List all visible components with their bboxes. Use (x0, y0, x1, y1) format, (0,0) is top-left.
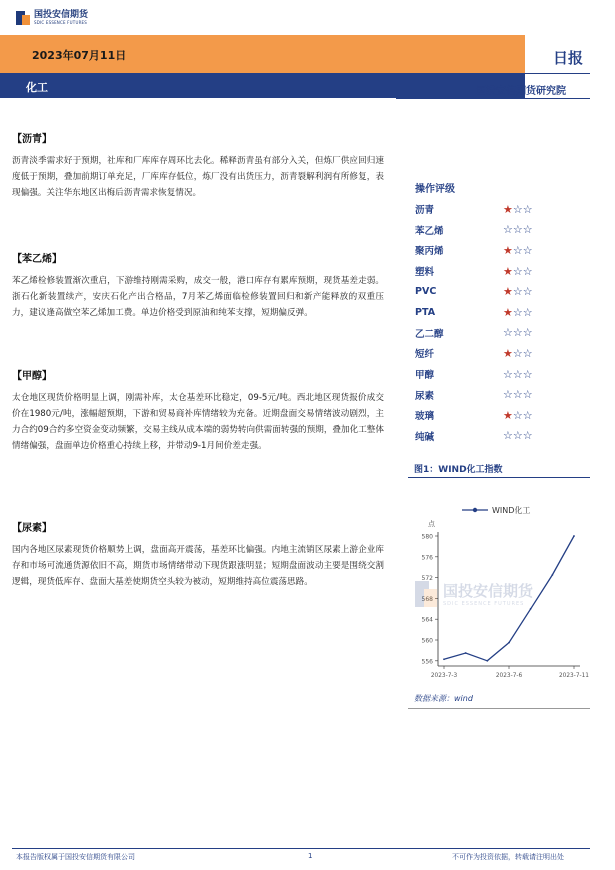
data-point (508, 642, 510, 644)
rating-stars (503, 224, 533, 235)
rating-panel (415, 180, 590, 446)
star-empty-icon: ☆ (522, 202, 533, 216)
star-empty-icon: ☆ (512, 264, 523, 278)
section-title: 【甲醇】 (12, 371, 52, 382)
rating-row (415, 343, 590, 364)
star-empty-icon: ☆ (522, 408, 533, 422)
rating-stars (503, 389, 533, 400)
rating-list (415, 199, 590, 446)
rating-row (415, 405, 590, 426)
star-empty-icon: ☆ (522, 346, 533, 360)
header-underline (396, 98, 590, 99)
rating-product-name: 乙二醇 (415, 328, 444, 340)
section-title: 【沥青】 (12, 134, 52, 145)
star-filled-icon: ★ (503, 346, 513, 360)
rating-stars (503, 410, 533, 421)
section-methanol (12, 367, 384, 454)
star-empty-icon: ☆ (512, 429, 523, 443)
header-divider (460, 73, 590, 74)
star-empty-icon: ☆ (503, 388, 513, 402)
rating-stars (503, 266, 533, 277)
rating-row (415, 323, 590, 344)
line-chart (408, 488, 590, 688)
rating-product-name: 聚丙烯 (415, 246, 444, 258)
star-empty-icon: ☆ (512, 223, 523, 237)
star-empty-icon: ☆ (512, 326, 523, 340)
rating-stars (503, 307, 533, 318)
legend-marker (473, 508, 477, 512)
rating-product-name: 短纤 (415, 349, 435, 361)
star-empty-icon: ☆ (503, 367, 513, 381)
rating-row (415, 240, 590, 261)
rating-stars (503, 430, 533, 441)
y-tick-label: 560 (421, 637, 433, 645)
star-empty-icon: ☆ (522, 264, 533, 278)
section-styrene (12, 250, 384, 321)
rating-stars (503, 369, 533, 380)
rating-row (415, 281, 590, 302)
logo-name: 国投安信期货 (34, 10, 89, 20)
star-empty-icon: ☆ (512, 243, 523, 257)
star-filled-icon: ★ (503, 408, 513, 422)
rating-row (415, 220, 590, 241)
star-empty-icon: ☆ (512, 388, 523, 402)
data-point (443, 658, 445, 660)
y-tick-label: 556 (421, 658, 433, 666)
rating-stars (503, 327, 533, 338)
star-empty-icon: ☆ (512, 367, 523, 381)
rating-product-name: 尿素 (415, 390, 435, 402)
section-body: 沥青淡季需求好于预期，社库和厂库库存周环比去化。稀释沥青虽有部分入关，但炼厂供应回归速度低于预期，叠加前期订单充足，厂库库存低位，炼厂没有出货压力，沥青裂解利润有所修复，表现偏强。关注华东地区出梅后沥青需求恢复情况。 (12, 156, 384, 198)
star-filled-icon: ★ (503, 285, 513, 299)
star-empty-icon: ☆ (522, 243, 533, 257)
x-tick-label: 2023-7-6 (495, 673, 523, 679)
x-tick-label: 2023-7-11 (558, 673, 590, 679)
x-tick-label: 2023-7-3 (430, 673, 458, 679)
star-filled-icon: ★ (503, 202, 513, 216)
star-filled-icon: ★ (503, 305, 513, 319)
rating-stars (503, 245, 533, 256)
rating-row (415, 364, 590, 385)
section-asphalt (12, 130, 384, 201)
y-tick-label: 580 (421, 533, 433, 541)
legend-label: WIND化工 (492, 506, 531, 515)
data-point (530, 608, 532, 610)
star-empty-icon: ☆ (522, 388, 533, 402)
star-empty-icon: ☆ (522, 305, 533, 319)
institute-name: 国投安信期货研究院 (476, 86, 566, 97)
star-empty-icon: ☆ (512, 305, 523, 319)
data-point (486, 660, 488, 662)
report-category: 化工 (26, 81, 48, 94)
section-title: 【尿素】 (12, 523, 52, 534)
figure-title: 图1：WIND化工指数 (414, 465, 503, 475)
y-tick-label: 568 (421, 595, 433, 603)
rating-stars (503, 286, 533, 297)
rating-product-name: 塑料 (415, 267, 435, 279)
rating-product-name: 纯碱 (415, 431, 435, 443)
rating-product-name: 沥青 (415, 205, 435, 217)
section-body: 太仓地区现货价格明显上调，刚需补库，太仓基差环比稳定，09-5元/吨。西北地区现货报价成交价在1980元/吨，涨幅超预期，下游和贸易商补库情绪较为充备。近期盘面交易情绪波动剧烈，主力合约09合约多空资金变动频繁，交易主线从成本端的弱势转向供需面转强的预期，叠加化工整体情绪偏强，盘面单边价格重心持续上移，并带动9-1月间价差走强。 (12, 393, 384, 451)
footer-divider (12, 848, 590, 849)
watermark-name: 国投安信期货 (443, 582, 534, 600)
logo-icon (16, 11, 30, 25)
page-number: 1 (308, 852, 313, 860)
star-empty-icon: ☆ (512, 408, 523, 422)
footer-copyright: 本报告版权属于国投安信期货有限公司 (16, 853, 135, 861)
report-type: 日报 (553, 49, 584, 67)
source-divider (408, 708, 590, 709)
rating-row (415, 261, 590, 282)
star-empty-icon: ☆ (522, 429, 533, 443)
star-empty-icon: ☆ (512, 346, 523, 360)
y-tick-label: 576 (421, 554, 433, 562)
rating-product-name: 甲醇 (415, 370, 435, 382)
rating-row (415, 302, 590, 323)
report-date: 2023年07月11日 (32, 49, 127, 62)
y-tick-label: 564 (421, 616, 433, 624)
footer-disclaimer: 不可作为投资依据，转载请注明出处 (452, 853, 564, 861)
data-point (573, 535, 575, 537)
y-axis-label: 点 (428, 520, 435, 528)
header-category-bar (0, 73, 525, 98)
section-urea (12, 519, 384, 590)
rating-product-name: PTA (415, 306, 436, 318)
chart-container (408, 488, 590, 688)
data-point (465, 652, 467, 654)
star-empty-icon: ☆ (503, 326, 513, 340)
star-empty-icon: ☆ (512, 202, 523, 216)
section-body: 苯乙烯检修装置渐次重启，下游维持刚需采购，成交一般，港口库存有累库预期，现货基差走弱。浙石化新装置续产，安庆石化产出合格品，7月苯乙烯面临检修装置回归和新产能释放的双重压力，建议逢高做空苯乙烯加工费。单边价格受到原油和纯苯支撑，短期偏反弹。 (12, 276, 384, 318)
rating-stars (503, 348, 533, 359)
star-empty-icon: ☆ (503, 223, 513, 237)
rating-product-name: 苯乙烯 (415, 225, 444, 237)
star-empty-icon: ☆ (512, 285, 523, 299)
watermark-subtitle: SDIC ESSENCE FUTURES (443, 601, 525, 607)
rating-row (415, 426, 590, 447)
y-tick-label: 572 (421, 575, 433, 583)
rating-row (415, 199, 590, 220)
company-logo (16, 10, 88, 25)
rating-title: 操作评级 (415, 184, 455, 195)
star-empty-icon: ☆ (522, 223, 533, 237)
star-empty-icon: ☆ (522, 285, 533, 299)
rating-stars (503, 204, 533, 215)
rating-product-name: PVC (415, 286, 437, 298)
logo-subtitle: SDIC ESSENCE FUTURES (34, 20, 88, 25)
star-empty-icon: ☆ (522, 326, 533, 340)
star-empty-icon: ☆ (503, 429, 513, 443)
star-empty-icon: ☆ (522, 367, 533, 381)
star-filled-icon: ★ (503, 264, 513, 278)
data-point (551, 574, 553, 576)
section-title: 【苯乙烯】 (12, 254, 62, 265)
star-filled-icon: ★ (503, 243, 513, 257)
rating-row (415, 384, 590, 405)
section-body: 国内各地区尿素现货价格顺势上调，盘面高开震荡，基差环比偏强。内地主流销区尿素上游企业库存和市场可流通货源依旧不高，期货市场情绪带动下现货跟涨明显；短期盘面波动主要是围绕交割逻辑，现货低库存、盘面大基差使期货空头较为被动，短期维持高位震荡思路。 (12, 545, 384, 587)
figure-source: 数据来源：wind (414, 694, 473, 703)
rating-product-name: 玻璃 (415, 411, 435, 423)
